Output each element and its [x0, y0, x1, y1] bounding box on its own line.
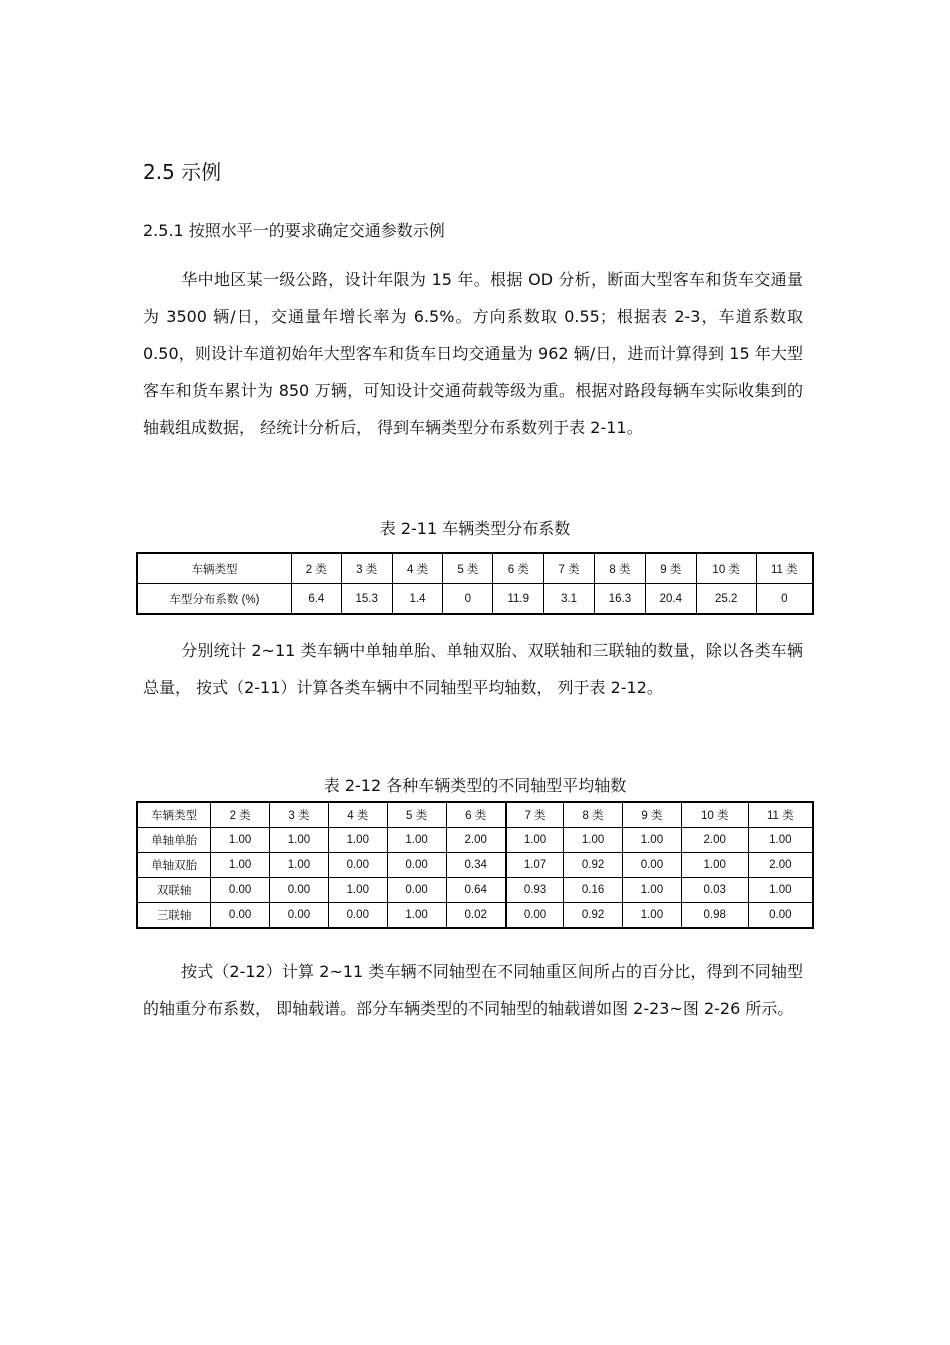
table-cell: 2.00 — [446, 828, 506, 853]
table-2-12-caption: 表 2-12 各种车辆类型的不同轴型平均轴数 — [323, 776, 627, 795]
table-cell: 20.4 — [645, 584, 696, 615]
table-row — [137, 878, 813, 903]
table-cell: 0.00 — [506, 903, 564, 929]
table-cell: 1.4 — [392, 584, 443, 615]
paragraph-3-text: 按式（2-12）计算 2~11 类车辆不同轴型在不同轴重区间所占的百分比，得到不同轴型的轴重分布系数， 即轴载谱。部分车辆类型的不同轴型的轴载谱如图 2-23~图 2-26 所示。 — [143, 962, 803, 1018]
table-cell: 0.03 — [681, 878, 748, 903]
table-cell: 1.00 — [623, 828, 682, 853]
table-2-11-data-row — [137, 584, 813, 615]
table-2-12 — [136, 801, 814, 929]
table-cell: 0.93 — [506, 878, 564, 903]
table-cell: 0.92 — [564, 853, 623, 878]
paragraph-1-text: 华中地区某一级公路，设计年限为 15 年。根据 OD 分析，断面大型客车和货车交通量为 3500 辆/日，交通量年增长率为 6.5%。方向系数取 0.55；根据表 2-3，车道系数取 0.50，则设计车道初始年大型客车和货车日均交通量为 962 辆/日，进而计算得到 15 年大型客车和货车累计为 850 万辆，可知设计交通荷载等级为重。根据对路段每辆车实际收集到的轴载组成数据， 经统计分析后， 得到车辆类型分布系数列于表 2-11。 — [143, 270, 803, 437]
table-2-11-caption: 表 2-11 车辆类型分布系数 — [379, 519, 571, 538]
paragraph-2 — [143, 632, 803, 706]
section-heading: 2.5 示例 — [143, 160, 222, 184]
table-cell: 2.00 — [681, 828, 748, 853]
table-cell: 1.00 — [211, 828, 270, 853]
table-cell: 8 类 — [564, 802, 623, 828]
table-cell: 1.00 — [748, 828, 813, 853]
table-cell: 8 类 — [595, 553, 646, 584]
table-cell: 三联轴 — [137, 903, 211, 929]
table-cell: 双联轴 — [137, 878, 211, 903]
table-cell: 11.9 — [493, 584, 544, 615]
table-cell: 5 类 — [443, 553, 493, 584]
table-cell: 7 类 — [544, 553, 595, 584]
table-cell: 0.00 — [328, 853, 387, 878]
paragraph-3 — [143, 953, 803, 1027]
table-cell: 2.00 — [748, 853, 813, 878]
table-cell: 9 类 — [623, 802, 682, 828]
table-cell: 1.07 — [506, 853, 564, 878]
table-cell: 1.00 — [387, 828, 446, 853]
table-cell: 1.00 — [623, 878, 682, 903]
table-cell: 16.3 — [595, 584, 646, 615]
table-cell: 0.02 — [446, 903, 506, 929]
table-cell: 0.00 — [211, 903, 270, 929]
table-cell: 0.00 — [748, 903, 813, 929]
table-cell: 0.00 — [328, 903, 387, 929]
table-cell: 11 类 — [756, 553, 813, 584]
table-cell: 1.00 — [270, 828, 329, 853]
table-cell: 1.00 — [328, 828, 387, 853]
table-cell: 3.1 — [544, 584, 595, 615]
table-cell: 车辆类型 — [137, 553, 291, 584]
table-cell: 3 类 — [341, 553, 392, 584]
table-cell: 0 — [756, 584, 813, 615]
table-cell: 0.64 — [446, 878, 506, 903]
table-cell: 1.00 — [270, 853, 329, 878]
table-cell: 1.00 — [748, 878, 813, 903]
table-cell: 0.00 — [211, 878, 270, 903]
table-cell: 2 类 — [291, 553, 341, 584]
table-row — [137, 903, 813, 929]
table-row — [137, 828, 813, 853]
table-2-11-header-row — [137, 553, 813, 584]
table-cell: 1.00 — [623, 903, 682, 929]
table-cell: 1.00 — [328, 878, 387, 903]
paragraph-1 — [143, 261, 803, 446]
table-cell: 5 类 — [387, 802, 446, 828]
table-cell: 0.16 — [564, 878, 623, 903]
table-cell: 10 类 — [681, 802, 748, 828]
table-cell: 单轴双胎 — [137, 853, 211, 878]
table-row — [137, 853, 813, 878]
paragraph-2-text: 分别统计 2~11 类车辆中单轴单胎、单轴双胎、双联轴和三联轴的数量，除以各类车辆总量， 按式（2-11）计算各类车辆中不同轴型平均轴数， 列于表 2-12。 — [143, 641, 803, 697]
table-cell: 1.00 — [211, 853, 270, 878]
table-cell: 7 类 — [506, 802, 564, 828]
table-cell: 6.4 — [291, 584, 341, 615]
table-cell: 0.34 — [446, 853, 506, 878]
table-cell: 1.00 — [564, 828, 623, 853]
table-cell: 0.00 — [270, 878, 329, 903]
table-cell: 0.00 — [387, 878, 446, 903]
subsection-heading: 2.5.1 按照水平一的要求确定交通参数示例 — [143, 221, 445, 240]
table-cell: 10 类 — [696, 553, 756, 584]
table-cell: 15.3 — [341, 584, 392, 615]
table-cell: 0.92 — [564, 903, 623, 929]
table-cell: 1.00 — [506, 828, 564, 853]
table-cell: 0 — [443, 584, 493, 615]
table-cell: 6 类 — [493, 553, 544, 584]
table-cell: 车辆类型 — [137, 802, 211, 828]
table-cell: 4 类 — [328, 802, 387, 828]
table-cell: 0.00 — [270, 903, 329, 929]
table-cell: 单轴单胎 — [137, 828, 211, 853]
table-cell: 1.00 — [387, 903, 446, 929]
table-cell: 0.98 — [681, 903, 748, 929]
table-cell: 0.00 — [387, 853, 446, 878]
table-cell: 车型分布系数 (%) — [137, 584, 291, 615]
table-cell: 3 类 — [270, 802, 329, 828]
table-2-11 — [136, 552, 814, 615]
table-cell: 11 类 — [748, 802, 813, 828]
table-cell: 9 类 — [645, 553, 696, 584]
table-cell: 1.00 — [681, 853, 748, 878]
table-2-12-header-row — [137, 802, 813, 828]
table-cell: 2 类 — [211, 802, 270, 828]
table-cell: 6 类 — [446, 802, 506, 828]
table-cell: 0.00 — [623, 853, 682, 878]
table-cell: 4 类 — [392, 553, 443, 584]
table-cell: 25.2 — [696, 584, 756, 615]
